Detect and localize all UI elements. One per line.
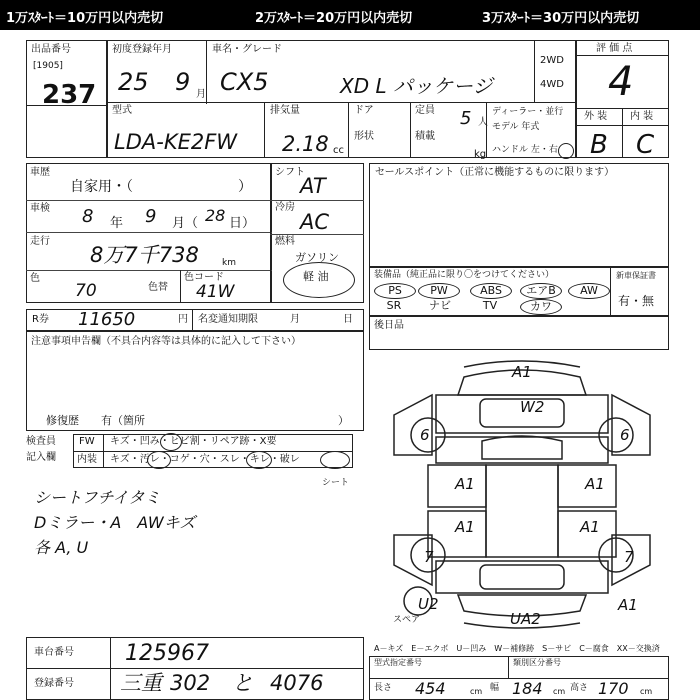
warranty: 有・無 — [618, 294, 655, 308]
damage-mark: UA2 — [510, 610, 541, 628]
damage-mark: A1 — [455, 518, 475, 536]
chassis-label: 車台番号 — [34, 647, 74, 658]
reg-region: 三重 — [120, 671, 162, 695]
rules-banner — [0, 0, 700, 30]
equipment-item: ナビ — [429, 299, 451, 312]
spare-label: スペア — [393, 615, 421, 625]
interior-grade: C — [636, 130, 655, 160]
capacity-label: 定員 — [415, 105, 435, 116]
interior-label: 内 装 — [630, 111, 654, 122]
note-line-2: Dミラー・A AWキズ — [34, 513, 196, 532]
model-label: 型式 — [112, 105, 132, 116]
color-code: 41W — [196, 282, 235, 302]
grade: XD L パッケージ — [340, 74, 493, 98]
fuel-label: 燃料 — [275, 236, 295, 247]
model: LDA-KE2FW — [114, 130, 238, 154]
repair-history: 修復歴 有（箇所 — [46, 414, 145, 427]
handle-label: ハンドル 左・右 — [492, 145, 558, 155]
fw-items: キズ・凹み・ヒビ割・リペア跡・X要 — [110, 436, 277, 447]
damage-mark: A1 — [585, 475, 605, 493]
later-box — [369, 316, 669, 350]
reg-number: 4076 — [270, 671, 324, 695]
rule-2: 2万ｽﾀｰﾄ＝20万円以内売切 — [255, 11, 413, 26]
ac: AC — [300, 210, 330, 234]
displacement-label: 排気量 — [270, 105, 300, 116]
color: 70 — [75, 281, 97, 301]
drive-2wd: 2WD — [540, 55, 564, 66]
load-label: 積載 — [415, 131, 435, 142]
lot-label: 出品番号 — [31, 44, 71, 55]
damage-mark: A1 — [580, 518, 600, 536]
car-name: CX5 — [220, 68, 269, 96]
class-label: 類別区分番号 — [513, 658, 561, 667]
rule-1: 1万ｽﾀｰﾄ＝10万円以内売切 — [6, 11, 164, 26]
reg-class: 302 — [170, 671, 211, 695]
capacity: 5 — [460, 108, 472, 129]
color-label: 色 — [30, 273, 40, 284]
score: 4 — [608, 59, 634, 105]
dealer-label: ディーラー・並行 — [492, 107, 564, 117]
damage-mark: 7 — [424, 548, 434, 566]
car-damage-diagram — [372, 355, 670, 635]
first-reg-year: 25 — [118, 68, 149, 96]
note-line-3: 各 A, U — [34, 538, 89, 557]
equipment-item: ABS — [470, 283, 512, 299]
rule-3: 3万ｽﾀｰﾄ＝30万円以内売切 — [482, 11, 640, 26]
r-label: R券 — [32, 314, 49, 325]
drive-4wd: 4WD — [540, 79, 564, 90]
damage-mark: 6 — [420, 426, 430, 444]
equipment-item: SR — [386, 299, 402, 312]
mileage: 8万7千738 — [90, 243, 199, 267]
equipment-item: AW — [568, 283, 610, 299]
color-code-label: 色コード — [184, 272, 224, 283]
fuel-gasoline: ガソリン — [295, 251, 339, 264]
damage-mark: A1 — [618, 596, 638, 614]
damage-mark: A1 — [455, 475, 475, 493]
model-year-label: モデル 年式 — [492, 122, 540, 132]
width-value: 184 — [512, 679, 543, 698]
exterior-grade: B — [590, 130, 608, 160]
lot-number: 237 — [42, 80, 97, 110]
length-value: 454 — [415, 679, 446, 698]
exterior-label: 外 装 — [584, 111, 608, 122]
inspector-label-1: 検査員 — [26, 436, 56, 447]
lot-code: [1905] — [33, 61, 63, 71]
shift: AT — [300, 174, 326, 198]
interior-items: キズ・汚レ・コゲ・穴・スレ・キレ・破レ — [110, 454, 300, 465]
sales-point-box — [369, 163, 669, 267]
damage-mark: W2 — [520, 398, 545, 416]
mileage-label: 走行 — [30, 236, 50, 247]
damage-legend: A－キズ E－エクボ U－凹み W－補修跡 S－サビ C－腐食 XX－交換済 — [374, 644, 660, 653]
displacement: 2.18 — [282, 132, 329, 156]
equipment-item: PW — [418, 283, 460, 299]
reg-kana: と — [232, 671, 253, 695]
doors-label: ドア — [354, 105, 374, 116]
notes-label: 注意事項申告欄（不具合内容等は具体的に記入して下さい） — [31, 336, 301, 347]
warranty-label: 新車保証書 — [616, 271, 656, 280]
history-label: 車歴 — [30, 167, 50, 178]
history: 自家用・（ — [70, 179, 133, 195]
equipment-item: PS — [374, 283, 416, 299]
damage-mark: A1 — [512, 363, 532, 381]
car-name-label: 車名・グレード — [212, 44, 282, 55]
score-label: 評 価 点 — [596, 43, 633, 54]
equipment-item: カワ — [520, 299, 562, 315]
damage-mark: 7 — [624, 548, 634, 566]
type-spec-label: 型式指定番号 — [374, 658, 422, 667]
shaken-label: 車検 — [30, 203, 50, 214]
sales-point-label: セールスポイント（正常に機能するものに限ります） — [375, 167, 615, 178]
shift-label: シフト — [275, 167, 305, 178]
shape-label: 形状 — [354, 131, 374, 142]
chassis-number: 125967 — [125, 641, 209, 666]
equipment-label: 装備品（純正品に限り〇をつけてください） — [374, 270, 555, 280]
later-label: 後日品 — [374, 320, 404, 331]
first-reg-month: 9 — [175, 68, 191, 96]
note-line-1: シートフチイタミ — [34, 488, 161, 507]
ac-label: 冷房 — [275, 202, 295, 213]
inspector-label-2: 記入欄 — [26, 452, 56, 463]
fuel-diesel: 軽 油 — [303, 270, 329, 283]
reg-label: 登録番号 — [34, 678, 74, 689]
r-box — [26, 309, 364, 331]
deadline-label: 名変通知期限 — [198, 314, 258, 325]
r-amount: 11650 — [78, 309, 136, 330]
color-change-label: 色替 — [148, 282, 168, 293]
equipment-item: エアB — [520, 283, 562, 299]
damage-mark: 6 — [620, 426, 630, 444]
equipment-item: TV — [482, 299, 498, 312]
damage-mark: U2 — [418, 595, 439, 613]
height-value: 170 — [598, 679, 629, 698]
first-reg-label: 初度登録年月 — [112, 44, 172, 55]
